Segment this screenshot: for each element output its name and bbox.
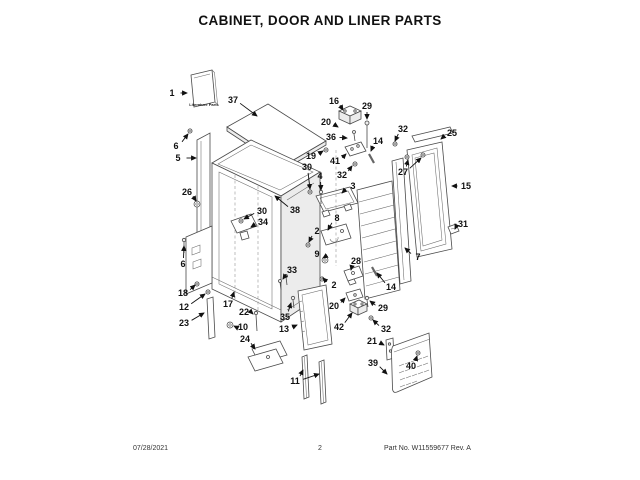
svg-text:8: 8 bbox=[334, 213, 340, 223]
footer-part-number: Part No. W11559677 Rev. A bbox=[384, 445, 471, 452]
svg-text:20: 20 bbox=[328, 301, 340, 311]
svg-text:31: 31 bbox=[457, 219, 469, 229]
svg-text:16: 16 bbox=[328, 96, 340, 106]
callout-39 bbox=[368, 358, 387, 374]
svg-text:9: 9 bbox=[314, 249, 320, 259]
svg-text:25: 25 bbox=[446, 128, 458, 138]
callout-22 bbox=[239, 307, 253, 317]
svg-text:12: 12 bbox=[178, 302, 190, 312]
svg-text:20: 20 bbox=[320, 117, 332, 127]
callout-20 bbox=[321, 117, 338, 127]
svg-text:14: 14 bbox=[372, 136, 384, 146]
callout-23 bbox=[179, 313, 204, 328]
svg-text:39: 39 bbox=[367, 358, 379, 368]
literature-pack-caption: Literature Parts bbox=[189, 102, 219, 107]
callout-32 bbox=[337, 166, 352, 180]
svg-text:3: 3 bbox=[350, 181, 356, 191]
callout-41 bbox=[330, 154, 346, 166]
hinge-plate-41 bbox=[345, 142, 366, 156]
callout-29 bbox=[362, 101, 372, 119]
svg-text:29: 29 bbox=[361, 101, 373, 111]
svg-text:30: 30 bbox=[256, 206, 268, 216]
svg-text:42: 42 bbox=[333, 322, 345, 332]
svg-text:26: 26 bbox=[181, 187, 193, 197]
page-title: CABINET, DOOR AND LINER PARTS bbox=[198, 13, 442, 28]
svg-text:32: 32 bbox=[397, 124, 409, 134]
svg-text:34: 34 bbox=[257, 217, 269, 227]
callout-24 bbox=[240, 334, 255, 349]
svg-text:13: 13 bbox=[278, 324, 290, 334]
svg-text:17: 17 bbox=[222, 299, 234, 309]
callout-6 bbox=[180, 246, 185, 269]
svg-text:28: 28 bbox=[350, 256, 362, 266]
svg-text:15: 15 bbox=[460, 181, 472, 191]
callout-37 bbox=[228, 95, 257, 116]
callout-36 bbox=[326, 132, 347, 142]
svg-text:21: 21 bbox=[366, 336, 378, 346]
svg-text:38: 38 bbox=[289, 205, 301, 215]
callout-9 bbox=[314, 249, 324, 259]
callout-29 bbox=[370, 301, 388, 313]
callout-19 bbox=[306, 151, 323, 161]
svg-text:32: 32 bbox=[336, 170, 348, 180]
svg-text:40: 40 bbox=[405, 361, 417, 371]
footer-page-number: 2 bbox=[318, 445, 322, 452]
svg-text:18: 18 bbox=[177, 288, 189, 298]
svg-text:2: 2 bbox=[314, 226, 320, 236]
svg-text:11: 11 bbox=[290, 376, 300, 386]
callout-32 bbox=[395, 124, 408, 141]
svg-text:22: 22 bbox=[238, 307, 250, 317]
bracket-20 bbox=[346, 289, 363, 301]
svg-text:36: 36 bbox=[325, 132, 337, 142]
callout-10 bbox=[234, 322, 248, 332]
callout-16 bbox=[329, 96, 343, 110]
callout-6 bbox=[173, 134, 188, 151]
svg-text:23: 23 bbox=[178, 318, 190, 328]
latch-28 bbox=[344, 266, 363, 285]
svg-text:33: 33 bbox=[286, 265, 298, 275]
svg-text:4: 4 bbox=[317, 171, 323, 181]
wrapper-panel bbox=[197, 133, 210, 234]
svg-text:37: 37 bbox=[227, 95, 239, 105]
trim-strip-23 bbox=[207, 297, 215, 339]
svg-text:41: 41 bbox=[329, 156, 341, 166]
svg-text:32: 32 bbox=[380, 324, 392, 334]
svg-text:10: 10 bbox=[237, 322, 249, 332]
svg-text:7: 7 bbox=[415, 252, 421, 262]
svg-text:2: 2 bbox=[331, 280, 337, 290]
svg-text:29: 29 bbox=[377, 303, 389, 313]
svg-text:14: 14 bbox=[385, 282, 397, 292]
svg-text:6: 6 bbox=[173, 141, 179, 151]
door-liner-13 bbox=[298, 285, 332, 350]
callout-21 bbox=[367, 336, 384, 346]
svg-text:24: 24 bbox=[239, 334, 251, 344]
svg-text:27: 27 bbox=[397, 167, 409, 177]
svg-text:35: 35 bbox=[279, 312, 291, 322]
bracket-24 bbox=[248, 341, 287, 371]
trim-strips-11 bbox=[302, 355, 326, 404]
bottom-hinge-42 bbox=[350, 300, 367, 315]
svg-text:30: 30 bbox=[301, 162, 313, 172]
callout-13 bbox=[279, 324, 297, 334]
svg-text:6: 6 bbox=[180, 259, 186, 269]
svg-text:1: 1 bbox=[169, 88, 175, 98]
callout-15 bbox=[452, 181, 471, 191]
footer-date: 07/28/2021 bbox=[133, 445, 169, 452]
callout-5 bbox=[175, 153, 196, 163]
callout-42 bbox=[334, 313, 352, 332]
svg-text:19: 19 bbox=[305, 151, 317, 161]
door-frame bbox=[407, 127, 453, 257]
callout-26 bbox=[182, 187, 196, 201]
callout-20 bbox=[329, 298, 345, 311]
callout-1 bbox=[169, 88, 187, 98]
callout-14 bbox=[371, 136, 383, 151]
svg-text:5: 5 bbox=[175, 153, 181, 163]
callout-32 bbox=[373, 320, 391, 334]
